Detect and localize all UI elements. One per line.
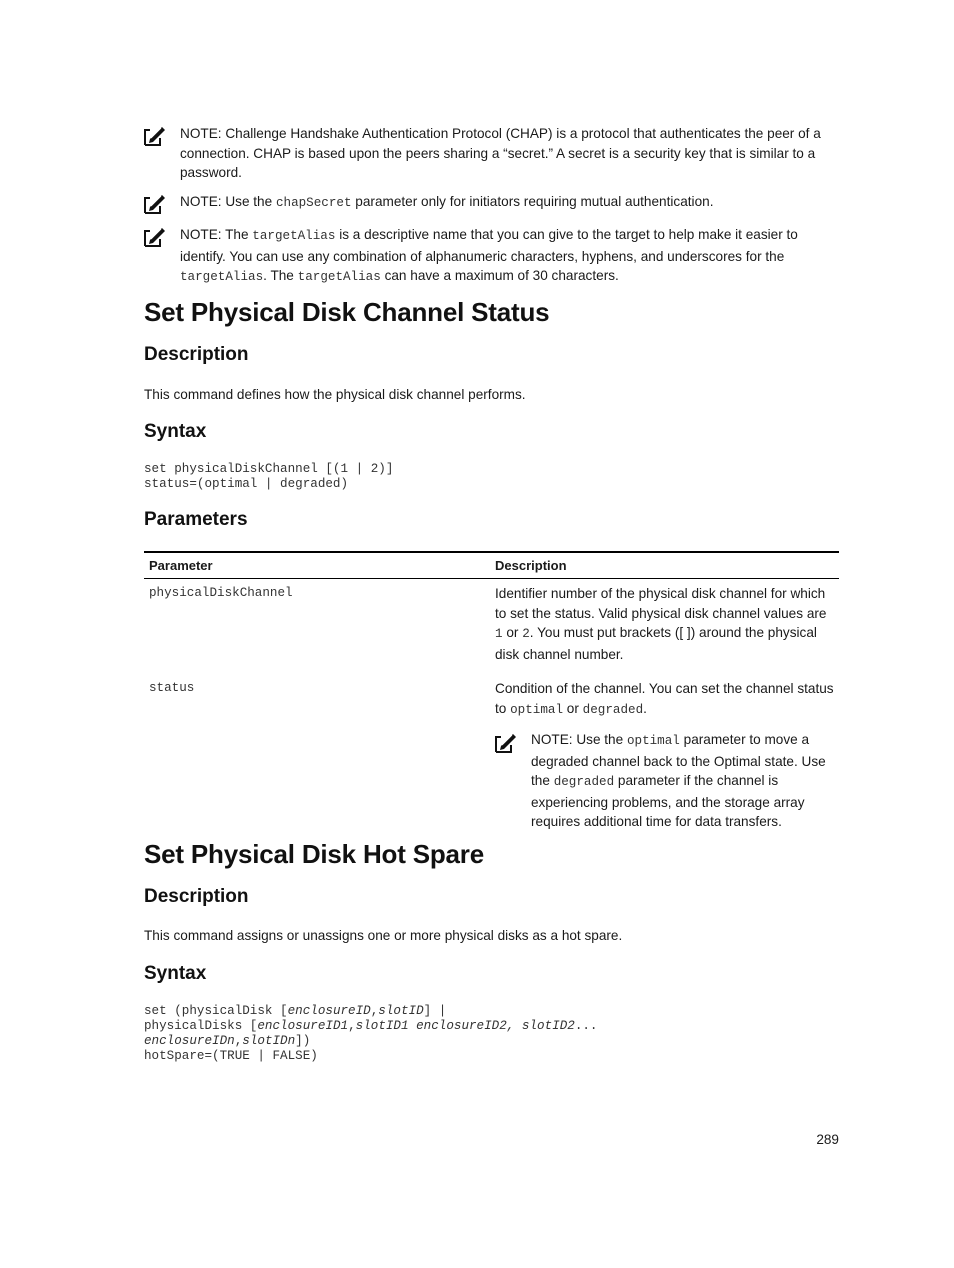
note-text: Use the [572,732,627,747]
note-pencil-icon [144,192,166,214]
code-text: physicalDisks [ [144,1019,258,1033]
code-term: 1 [495,627,503,641]
desc-text: or [502,625,523,640]
param-description [490,674,839,842]
code-text: ... [574,1019,598,1033]
table-row [144,674,839,842]
code-term: targetAlias [297,270,381,284]
note-text: parameter to move a degraded channel back to the Optimal state. Use the [531,732,826,788]
section-title: Set Physical Disk Hot Spare [144,839,484,869]
param-name: status [149,681,195,695]
note-text: can have a maximum of 30 characters. [380,268,619,283]
desc-text: Identifier number of the physical disk channel for which to set the status. Valid physical disk channel values are [495,586,827,621]
syntax-heading: Syntax [144,421,207,442]
note-label: NOTE: [180,126,222,141]
code-var: enclosureID [287,1004,371,1018]
code-text: hotSpare=(TRUE | FALSE) [144,1049,318,1063]
code-var: slotID1 enclosureID2, slotID2 [355,1019,575,1033]
code-term: 2 [522,627,530,641]
parameters-heading: Parameters [144,509,248,530]
column-header-description: Description [490,552,839,579]
note-text: parameter only for initiators requiring mutual authentication. [351,194,714,209]
note-text: The [221,227,253,242]
note-pencil-icon [144,225,166,247]
note-text: is a descriptive name that you can give to the target to help make it easier to identify. You can use any combination of alphanumeric characters, hyphens, and underscores for the [180,227,798,264]
desc-text: or [563,700,583,716]
syntax-line: status=(optimal | degraded) [144,477,349,491]
syntax-line: set physicalDiskChannel [(1 | 2)] [144,462,394,476]
code-var: enclosureID1 [257,1019,349,1033]
syntax-code [144,462,393,492]
code-text: set (physicalDisk [ [144,1004,288,1018]
code-text: ] | [423,1004,447,1018]
description-heading: Description [144,344,249,365]
code-text: , [234,1034,243,1048]
code-term: degraded [553,775,615,789]
syntax-code [144,1004,598,1064]
code-var: slotIDn [242,1034,296,1048]
desc-text: . You must put brackets ([ ]) around the physical disk channel number. [495,625,817,662]
note-text: parameter if the channel is experiencing problems, and the storage array requires additional time for data transfers. [531,773,805,829]
code-text: ]) [295,1034,311,1048]
code-term: optimal [510,702,564,717]
code-term: optimal [626,734,680,748]
syntax-heading: Syntax [144,963,207,984]
note-text: Use the [221,194,276,209]
code-text: , [370,1004,379,1018]
desc-text: Condition of the channel. You can set the channel status to [495,681,834,716]
parameters-table [144,551,839,842]
description-text: This command assigns or unassigns one or more physical disks as a hot spare. [144,928,623,943]
page-number: 289 [816,1132,839,1147]
note-text: Challenge Handshake Authentication Protocol (CHAP) is a protocol that authenticates the peer of a connection. CHAP is based upon the peers sharing a “secret.” A secret is a security key that is similar to a password. [180,126,821,180]
note-text: . The [263,268,298,283]
note-pencil-icon [144,124,166,146]
code-var: slotID [378,1004,424,1018]
code-term: targetAlias [180,270,264,284]
note-label: NOTE: [531,732,573,747]
code-term: targetAlias [252,229,336,243]
code-term: degraded [582,702,644,717]
note-pencil-icon [495,731,517,753]
table-row [144,579,839,675]
description-text: This command defines how the physical disk channel performs. [144,387,526,402]
description-heading: Description [144,886,249,907]
code-var: enclosureIDn [144,1034,235,1048]
code-term: chapSecret [275,196,352,210]
param-name: physicalDiskChannel [149,586,293,600]
code-text: , [348,1019,356,1033]
section-title: Set Physical Disk Channel Status [144,297,550,327]
note-label: NOTE: [180,194,222,209]
desc-text: . [643,700,647,716]
note-optimal-degraded [495,730,834,832]
column-header-parameter: Parameter [144,552,490,579]
table-header-row [144,552,839,579]
param-description [490,579,839,675]
note-label: NOTE: [180,227,222,242]
